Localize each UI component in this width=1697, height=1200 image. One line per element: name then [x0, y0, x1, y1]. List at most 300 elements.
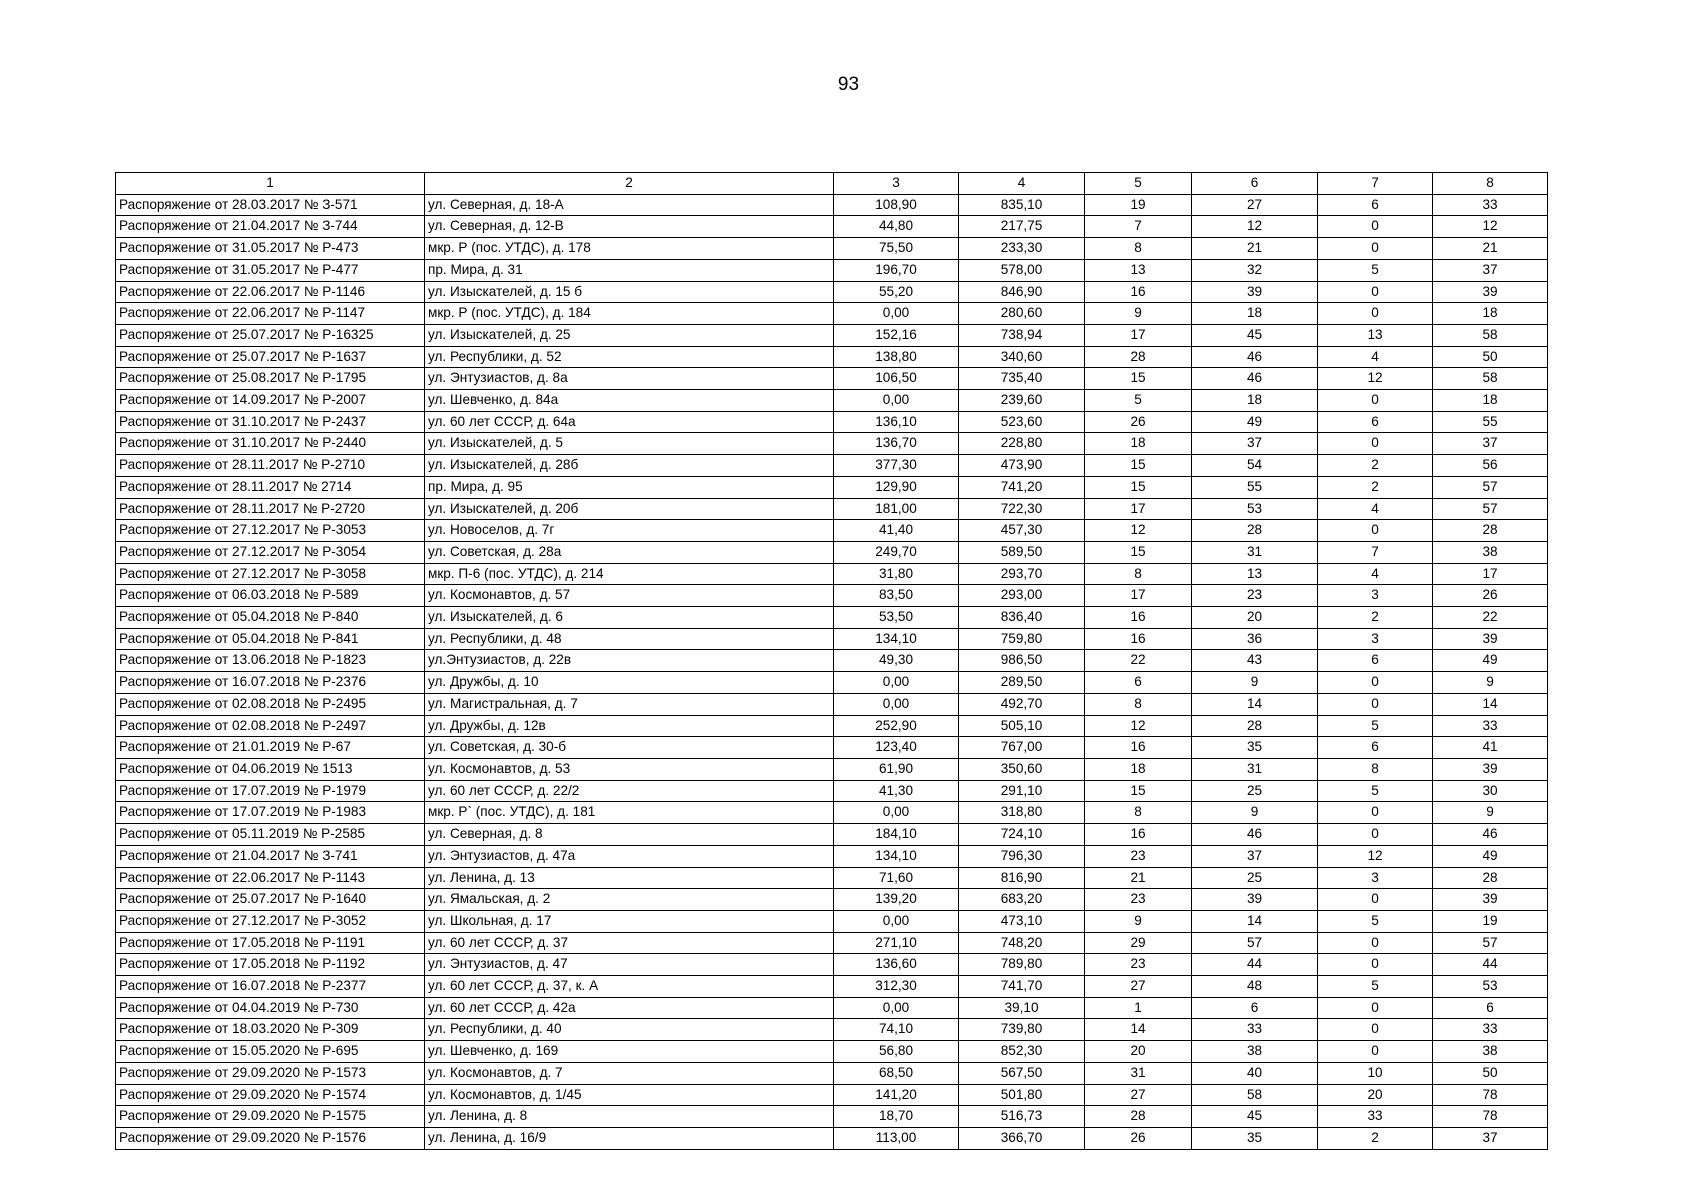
- table-row: [116, 607, 1548, 629]
- order-cell: Распоряжение от 28.03.2017 № З-571: [116, 194, 425, 216]
- order-cell: Распоряжение от 13.06.2018 № Р-1823: [116, 650, 425, 672]
- count-cell: 12: [1085, 715, 1192, 737]
- count-cell: 26: [1085, 1127, 1192, 1149]
- table-row: [116, 390, 1548, 412]
- order-cell: Распоряжение от 27.12.2017 № Р-3052: [116, 910, 425, 932]
- table-row: [116, 1041, 1548, 1063]
- value-cell: 741,70: [959, 976, 1085, 998]
- value-cell: 136,60: [834, 954, 959, 976]
- count-cell: 16: [1085, 628, 1192, 650]
- count-cell: 18: [1192, 390, 1318, 412]
- value-cell: 366,70: [959, 1127, 1085, 1149]
- count-cell: 14: [1192, 910, 1318, 932]
- order-cell: Распоряжение от 18.03.2020 № Р-309: [116, 1019, 425, 1041]
- count-cell: 25: [1192, 780, 1318, 802]
- count-cell: 18: [1192, 303, 1318, 325]
- order-cell: Распоряжение от 05.04.2018 № Р-840: [116, 607, 425, 629]
- address-cell: ул. Изыскателей, д. 6: [425, 607, 834, 629]
- order-cell: Распоряжение от 29.09.2020 № Р-1576: [116, 1127, 425, 1149]
- count-cell: 0: [1318, 802, 1433, 824]
- count-cell: 23: [1085, 845, 1192, 867]
- address-cell: ул. Изыскателей, д. 25: [425, 324, 834, 346]
- table-row: [116, 324, 1548, 346]
- address-cell: ул. Дружбы, д. 12в: [425, 715, 834, 737]
- address-cell: ул. Космонавтов, д. 53: [425, 758, 834, 780]
- count-cell: 16: [1085, 737, 1192, 759]
- order-cell: Распоряжение от 31.10.2017 № Р-2437: [116, 411, 425, 433]
- count-cell: 31: [1192, 758, 1318, 780]
- count-cell: 38: [1192, 1041, 1318, 1063]
- count-cell: 6: [1192, 997, 1318, 1019]
- address-cell: ул. 60 лет СССР, д. 37: [425, 932, 834, 954]
- address-cell: ул. Энтузиастов, д. 47а: [425, 845, 834, 867]
- order-cell: Распоряжение от 29.09.2020 № Р-1575: [116, 1106, 425, 1128]
- count-cell: 35: [1192, 1127, 1318, 1149]
- count-cell: 50: [1433, 346, 1548, 368]
- address-cell: ул. Изыскателей, д. 28б: [425, 455, 834, 477]
- count-cell: 37: [1192, 845, 1318, 867]
- table-row: [116, 433, 1548, 455]
- count-cell: 18: [1085, 758, 1192, 780]
- value-cell: 0,00: [834, 303, 959, 325]
- count-cell: 5: [1318, 910, 1433, 932]
- count-cell: 46: [1433, 824, 1548, 846]
- value-cell: 293,70: [959, 563, 1085, 585]
- count-cell: 0: [1318, 390, 1433, 412]
- address-cell: мкр. П-6 (пос. УТДС), д. 214: [425, 563, 834, 585]
- count-cell: 40: [1192, 1062, 1318, 1084]
- count-cell: 33: [1318, 1106, 1433, 1128]
- value-cell: 505,10: [959, 715, 1085, 737]
- count-cell: 26: [1085, 411, 1192, 433]
- value-cell: 377,30: [834, 455, 959, 477]
- value-cell: 49,30: [834, 650, 959, 672]
- count-cell: 2: [1318, 455, 1433, 477]
- order-cell: Распоряжение от 16.07.2018 № Р-2376: [116, 672, 425, 694]
- count-cell: 0: [1318, 433, 1433, 455]
- value-cell: 217,75: [959, 216, 1085, 238]
- count-cell: 39: [1433, 889, 1548, 911]
- value-cell: 68,50: [834, 1062, 959, 1084]
- order-cell: Распоряжение от 04.04.2019 № Р-730: [116, 997, 425, 1019]
- value-cell: 350,60: [959, 758, 1085, 780]
- count-cell: 6: [1318, 194, 1433, 216]
- value-cell: 291,10: [959, 780, 1085, 802]
- count-cell: 0: [1318, 520, 1433, 542]
- count-cell: 78: [1433, 1084, 1548, 1106]
- count-cell: 46: [1192, 368, 1318, 390]
- value-cell: 0,00: [834, 997, 959, 1019]
- count-cell: 50: [1433, 1062, 1548, 1084]
- value-cell: 239,60: [959, 390, 1085, 412]
- count-cell: 3: [1318, 585, 1433, 607]
- address-cell: ул. Космонавтов, д. 7: [425, 1062, 834, 1084]
- count-cell: 2: [1318, 1127, 1433, 1149]
- order-cell: Распоряжение от 31.05.2017 № Р-473: [116, 238, 425, 260]
- value-cell: 108,90: [834, 194, 959, 216]
- count-cell: 6: [1433, 997, 1548, 1019]
- table-row: [116, 368, 1548, 390]
- count-cell: 20: [1318, 1084, 1433, 1106]
- table-row: [116, 976, 1548, 998]
- column-header: 3: [834, 173, 959, 195]
- page-number: 93: [837, 74, 860, 95]
- value-cell: 74,10: [834, 1019, 959, 1041]
- value-cell: 106,50: [834, 368, 959, 390]
- count-cell: 46: [1192, 346, 1318, 368]
- order-cell: Распоряжение от 04.06.2019 № 1513: [116, 758, 425, 780]
- value-cell: 71,60: [834, 867, 959, 889]
- table-row: [116, 715, 1548, 737]
- count-cell: 9: [1085, 303, 1192, 325]
- count-cell: 35: [1192, 737, 1318, 759]
- value-cell: 152,16: [834, 324, 959, 346]
- address-cell: ул. Изыскателей, д. 5: [425, 433, 834, 455]
- count-cell: 8: [1085, 693, 1192, 715]
- address-cell: ул. Школьная, д. 17: [425, 910, 834, 932]
- count-cell: 6: [1318, 411, 1433, 433]
- address-cell: мкр. Р` (пос. УТДС), д. 181: [425, 802, 834, 824]
- value-cell: 759,80: [959, 628, 1085, 650]
- order-cell: Распоряжение от 17.07.2019 № Р-1979: [116, 780, 425, 802]
- value-cell: 739,80: [959, 1019, 1085, 1041]
- table-row: [116, 997, 1548, 1019]
- value-cell: 789,80: [959, 954, 1085, 976]
- count-cell: 15: [1085, 780, 1192, 802]
- value-cell: 0,00: [834, 910, 959, 932]
- value-cell: 0,00: [834, 693, 959, 715]
- count-cell: 1: [1085, 997, 1192, 1019]
- table-row: [116, 281, 1548, 303]
- header-row: [116, 173, 1548, 195]
- address-cell: ул. Космонавтов, д. 1/45: [425, 1084, 834, 1106]
- value-cell: 136,70: [834, 433, 959, 455]
- count-cell: 0: [1318, 954, 1433, 976]
- count-cell: 23: [1192, 585, 1318, 607]
- count-cell: 45: [1192, 1106, 1318, 1128]
- count-cell: 38: [1433, 1041, 1548, 1063]
- count-cell: 36: [1192, 628, 1318, 650]
- order-cell: Распоряжение от 22.06.2017 № Р-1143: [116, 867, 425, 889]
- value-cell: 501,80: [959, 1084, 1085, 1106]
- count-cell: 15: [1085, 476, 1192, 498]
- table-row: [116, 954, 1548, 976]
- count-cell: 4: [1318, 563, 1433, 585]
- value-cell: 0,00: [834, 390, 959, 412]
- count-cell: 0: [1318, 932, 1433, 954]
- value-cell: 41,30: [834, 780, 959, 802]
- address-cell: ул. Космонавтов, д. 57: [425, 585, 834, 607]
- address-cell: ул. Энтузиастов, д. 8а: [425, 368, 834, 390]
- order-cell: Распоряжение от 28.11.2017 № Р-2710: [116, 455, 425, 477]
- count-cell: 12: [1318, 368, 1433, 390]
- value-cell: 271,10: [834, 932, 959, 954]
- count-cell: 0: [1318, 1041, 1433, 1063]
- table-row: [116, 650, 1548, 672]
- count-cell: 10: [1318, 1062, 1433, 1084]
- value-cell: 129,90: [834, 476, 959, 498]
- count-cell: 55: [1433, 411, 1548, 433]
- count-cell: 19: [1085, 194, 1192, 216]
- count-cell: 0: [1318, 997, 1433, 1019]
- registry-table: [115, 172, 1548, 1150]
- count-cell: 4: [1318, 346, 1433, 368]
- count-cell: 17: [1085, 324, 1192, 346]
- table-body: [116, 173, 1548, 1150]
- address-cell: ул. Ямальская, д. 2: [425, 889, 834, 911]
- table-row: [116, 563, 1548, 585]
- value-cell: 123,40: [834, 737, 959, 759]
- count-cell: 14: [1085, 1019, 1192, 1041]
- address-cell: ул. Советская, д. 30-б: [425, 737, 834, 759]
- count-cell: 33: [1192, 1019, 1318, 1041]
- order-cell: Распоряжение от 05.04.2018 № Р-841: [116, 628, 425, 650]
- count-cell: 22: [1433, 607, 1548, 629]
- count-cell: 8: [1085, 238, 1192, 260]
- count-cell: 13: [1085, 259, 1192, 281]
- count-cell: 54: [1192, 455, 1318, 477]
- count-cell: 28: [1085, 346, 1192, 368]
- count-cell: 41: [1433, 737, 1548, 759]
- value-cell: 589,50: [959, 541, 1085, 563]
- value-cell: 136,10: [834, 411, 959, 433]
- table-row: [116, 628, 1548, 650]
- count-cell: 17: [1085, 498, 1192, 520]
- count-cell: 20: [1192, 607, 1318, 629]
- table-row: [116, 1062, 1548, 1084]
- count-cell: 33: [1433, 715, 1548, 737]
- count-cell: 9: [1192, 802, 1318, 824]
- count-cell: 2: [1318, 607, 1433, 629]
- count-cell: 55: [1192, 476, 1318, 498]
- table-row: [116, 498, 1548, 520]
- count-cell: 48: [1192, 976, 1318, 998]
- count-cell: 0: [1318, 238, 1433, 260]
- table-row: [116, 802, 1548, 824]
- address-cell: ул. 60 лет СССР, д. 37, к. А: [425, 976, 834, 998]
- value-cell: 39,10: [959, 997, 1085, 1019]
- address-cell: ул. 60 лет СССР, д. 64а: [425, 411, 834, 433]
- order-cell: Распоряжение от 27.12.2017 № Р-3053: [116, 520, 425, 542]
- address-cell: ул. Северная, д. 8: [425, 824, 834, 846]
- column-header: 7: [1318, 173, 1433, 195]
- value-cell: 56,80: [834, 1041, 959, 1063]
- value-cell: 184,10: [834, 824, 959, 846]
- count-cell: 44: [1192, 954, 1318, 976]
- count-cell: 13: [1318, 324, 1433, 346]
- value-cell: 738,94: [959, 324, 1085, 346]
- address-cell: ул. Северная, д. 12-В: [425, 216, 834, 238]
- count-cell: 16: [1085, 824, 1192, 846]
- count-cell: 0: [1318, 281, 1433, 303]
- column-header: 6: [1192, 173, 1318, 195]
- address-cell: ул. 60 лет СССР, д. 22/2: [425, 780, 834, 802]
- count-cell: 37: [1433, 1127, 1548, 1149]
- order-cell: Распоряжение от 05.11.2019 № Р-2585: [116, 824, 425, 846]
- value-cell: 61,90: [834, 758, 959, 780]
- order-cell: Распоряжение от 31.10.2017 № Р-2440: [116, 433, 425, 455]
- value-cell: 318,80: [959, 802, 1085, 824]
- count-cell: 38: [1433, 541, 1548, 563]
- value-cell: 181,00: [834, 498, 959, 520]
- table-row: [116, 1127, 1548, 1149]
- value-cell: 722,30: [959, 498, 1085, 520]
- table-row: [116, 303, 1548, 325]
- count-cell: 8: [1318, 758, 1433, 780]
- value-cell: 835,10: [959, 194, 1085, 216]
- count-cell: 9: [1192, 672, 1318, 694]
- count-cell: 53: [1192, 498, 1318, 520]
- count-cell: 3: [1318, 867, 1433, 889]
- order-cell: Распоряжение от 29.09.2020 № Р-1573: [116, 1062, 425, 1084]
- value-cell: 473,10: [959, 910, 1085, 932]
- value-cell: 735,40: [959, 368, 1085, 390]
- value-cell: 75,50: [834, 238, 959, 260]
- table-row: [116, 1084, 1548, 1106]
- value-cell: 228,80: [959, 433, 1085, 455]
- table-row: [116, 411, 1548, 433]
- count-cell: 20: [1085, 1041, 1192, 1063]
- value-cell: 44,80: [834, 216, 959, 238]
- value-cell: 134,10: [834, 628, 959, 650]
- count-cell: 45: [1192, 324, 1318, 346]
- count-cell: 6: [1318, 737, 1433, 759]
- count-cell: 4: [1318, 498, 1433, 520]
- value-cell: 767,00: [959, 737, 1085, 759]
- count-cell: 12: [1433, 216, 1548, 238]
- count-cell: 12: [1085, 520, 1192, 542]
- count-cell: 57: [1192, 932, 1318, 954]
- count-cell: 18: [1433, 303, 1548, 325]
- address-cell: ул. Республики, д. 48: [425, 628, 834, 650]
- table-row: [116, 758, 1548, 780]
- order-cell: Распоряжение от 29.09.2020 № Р-1574: [116, 1084, 425, 1106]
- value-cell: 0,00: [834, 802, 959, 824]
- value-cell: 473,90: [959, 455, 1085, 477]
- value-cell: 523,60: [959, 411, 1085, 433]
- count-cell: 30: [1433, 780, 1548, 802]
- count-cell: 28: [1192, 520, 1318, 542]
- count-cell: 31: [1085, 1062, 1192, 1084]
- count-cell: 37: [1192, 433, 1318, 455]
- count-cell: 7: [1085, 216, 1192, 238]
- table-row: [116, 693, 1548, 715]
- value-cell: 139,20: [834, 889, 959, 911]
- order-cell: Распоряжение от 27.12.2017 № Р-3054: [116, 541, 425, 563]
- address-cell: ул.Энтузиастов, д. 22в: [425, 650, 834, 672]
- count-cell: 27: [1085, 976, 1192, 998]
- value-cell: 138,80: [834, 346, 959, 368]
- count-cell: 6: [1085, 672, 1192, 694]
- address-cell: ул. Изыскателей, д. 20б: [425, 498, 834, 520]
- value-cell: 567,50: [959, 1062, 1085, 1084]
- value-cell: 18,70: [834, 1106, 959, 1128]
- value-cell: 796,30: [959, 845, 1085, 867]
- order-cell: Распоряжение от 25.08.2017 № Р-1795: [116, 368, 425, 390]
- order-cell: Распоряжение от 22.06.2017 № Р-1146: [116, 281, 425, 303]
- count-cell: 37: [1433, 259, 1548, 281]
- value-cell: 516,73: [959, 1106, 1085, 1128]
- count-cell: 31: [1192, 541, 1318, 563]
- count-cell: 18: [1433, 390, 1548, 412]
- address-cell: ул. Изыскателей, д. 15 б: [425, 281, 834, 303]
- table-row: [116, 780, 1548, 802]
- count-cell: 0: [1318, 303, 1433, 325]
- value-cell: 741,20: [959, 476, 1085, 498]
- count-cell: 18: [1085, 433, 1192, 455]
- count-cell: 37: [1433, 433, 1548, 455]
- column-header: 2: [425, 173, 834, 195]
- address-cell: ул. Ленина, д. 13: [425, 867, 834, 889]
- order-cell: Распоряжение от 25.07.2017 № Р-16325: [116, 324, 425, 346]
- value-cell: 55,20: [834, 281, 959, 303]
- order-cell: Распоряжение от 16.07.2018 № Р-2377: [116, 976, 425, 998]
- count-cell: 14: [1433, 693, 1548, 715]
- value-cell: 683,20: [959, 889, 1085, 911]
- address-cell: ул. Ленина, д. 16/9: [425, 1127, 834, 1149]
- value-cell: 41,40: [834, 520, 959, 542]
- count-cell: 27: [1192, 194, 1318, 216]
- table-row: [116, 910, 1548, 932]
- address-cell: пр. Мира, д. 95: [425, 476, 834, 498]
- table-row: [116, 238, 1548, 260]
- count-cell: 39: [1192, 281, 1318, 303]
- count-cell: 5: [1318, 780, 1433, 802]
- count-cell: 14: [1192, 693, 1318, 715]
- count-cell: 19: [1433, 910, 1548, 932]
- table-row: [116, 585, 1548, 607]
- value-cell: 578,00: [959, 259, 1085, 281]
- value-cell: 249,70: [834, 541, 959, 563]
- count-cell: 5: [1318, 976, 1433, 998]
- value-cell: 141,20: [834, 1084, 959, 1106]
- order-cell: Распоряжение от 02.08.2018 № Р-2495: [116, 693, 425, 715]
- table-row: [116, 541, 1548, 563]
- value-cell: 846,90: [959, 281, 1085, 303]
- table-row: [116, 737, 1548, 759]
- count-cell: 21: [1085, 867, 1192, 889]
- value-cell: 492,70: [959, 693, 1085, 715]
- count-cell: 16: [1085, 281, 1192, 303]
- order-cell: Распоряжение от 27.12.2017 № Р-3058: [116, 563, 425, 585]
- value-cell: 816,90: [959, 867, 1085, 889]
- value-cell: 340,60: [959, 346, 1085, 368]
- value-cell: 233,30: [959, 238, 1085, 260]
- count-cell: 0: [1318, 1019, 1433, 1041]
- address-cell: ул. Республики, д. 52: [425, 346, 834, 368]
- value-cell: 280,60: [959, 303, 1085, 325]
- value-cell: 196,70: [834, 259, 959, 281]
- count-cell: 7: [1318, 541, 1433, 563]
- count-cell: 28: [1085, 1106, 1192, 1128]
- count-cell: 33: [1433, 194, 1548, 216]
- address-cell: ул. Республики, д. 40: [425, 1019, 834, 1041]
- value-cell: 252,90: [834, 715, 959, 737]
- count-cell: 0: [1318, 693, 1433, 715]
- order-cell: Распоряжение от 25.07.2017 № Р-1637: [116, 346, 425, 368]
- table-row: [116, 1106, 1548, 1128]
- table-row: [116, 867, 1548, 889]
- address-cell: ул. Советская, д. 28а: [425, 541, 834, 563]
- order-cell: Распоряжение от 06.03.2018 № Р-589: [116, 585, 425, 607]
- count-cell: 0: [1318, 216, 1433, 238]
- count-cell: 28: [1433, 867, 1548, 889]
- count-cell: 21: [1433, 238, 1548, 260]
- order-cell: Распоряжение от 14.09.2017 № Р-2007: [116, 390, 425, 412]
- count-cell: 56: [1433, 455, 1548, 477]
- order-cell: Распоряжение от 17.05.2018 № Р-1191: [116, 932, 425, 954]
- count-cell: 3: [1318, 628, 1433, 650]
